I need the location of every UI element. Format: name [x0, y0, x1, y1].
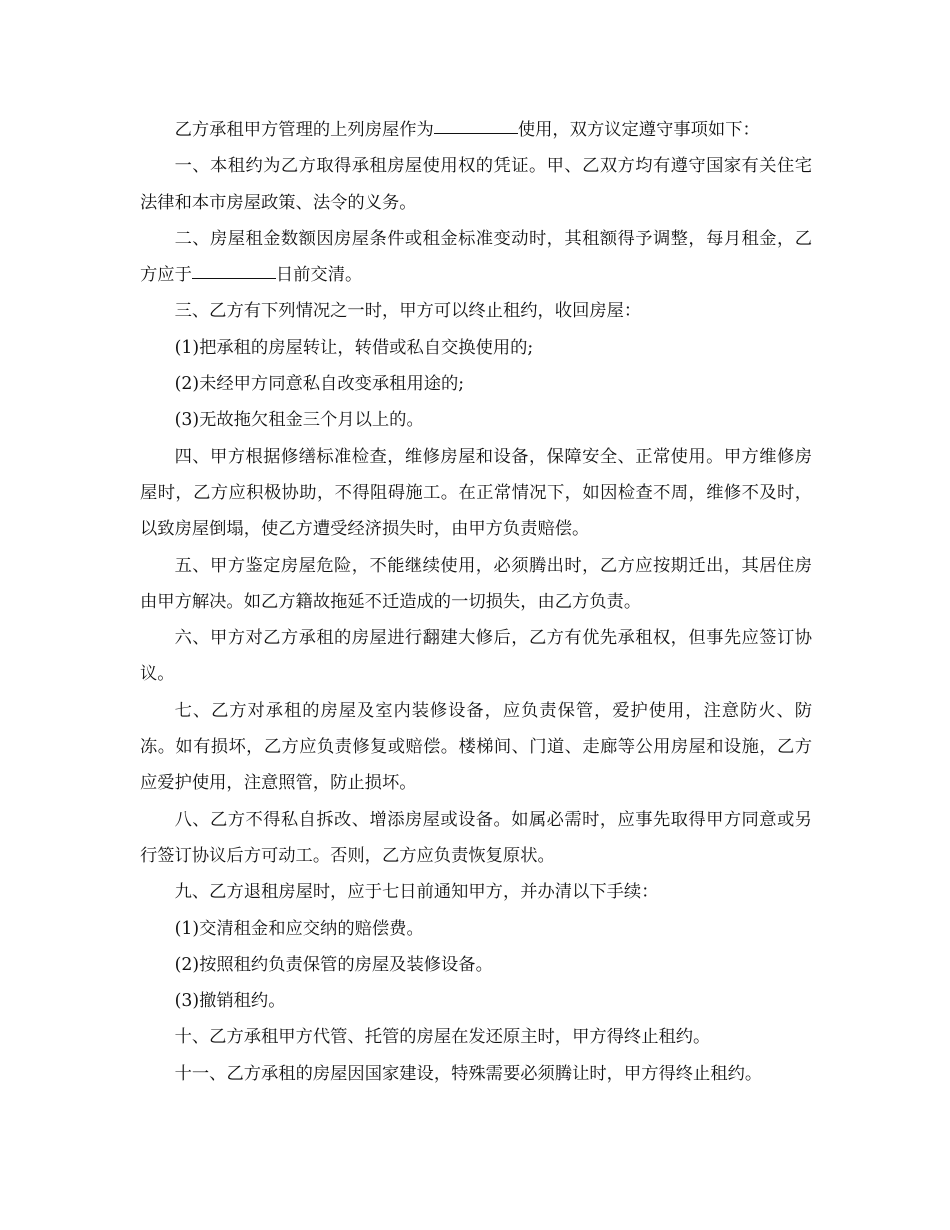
clause-1: 一、本租约为乙方取得承租房屋使用权的凭证。甲、乙双方均有遵守国家有关住宅法律和本市房屋政策、法令的义务。	[140, 156, 812, 213]
clause-3-item-1: (1)把承租的房屋转让，转借或私自交换使用的;	[174, 337, 534, 358]
clause-3-item-3: (3)无故拖欠租金三个月以上的。	[174, 410, 424, 431]
clause-9-item-3: (3)撤销租约。	[174, 991, 286, 1012]
intro-text-after: 使用，双方议定遵守事项如下：	[517, 120, 760, 140]
clause-2-text-before: 二、房屋租金数额因房屋条件或租金标准变动时，其租额得予调整，每月租金，乙方应于	[140, 228, 812, 286]
clause-3-item-2: (2)未经甲方同意私自改变承租用途的;	[174, 374, 465, 395]
document-body	[140, 112, 812, 1092]
clause-4: 四、甲方根据修缮标准检查，维修房屋和设备，保障安全、正常使用。甲方维修房屋时，乙方应积极协助，不得阻碍施工。在正常情况下，如因检查不周，维修不及时，以致房屋倒塌，使乙方遭受经济损失时，由甲方负责赔偿。	[140, 446, 812, 540]
clause-5: 五、甲方鉴定房屋危险，不能继续使用，必须腾出时，乙方应按期迁出，其居住房由甲方解决。如乙方籍故拖延不迁造成的一切损失，由乙方负责。	[140, 555, 812, 612]
clause-2	[140, 221, 812, 294]
clause-2-text-after: 日前交清。	[275, 265, 363, 286]
clause-9: 九、乙方退租房屋时，应于七日前通知甲方，并办清以下手续：	[174, 882, 659, 903]
clause-9-item-1: (1)交清租金和应交纳的赔偿费。	[174, 918, 424, 939]
clause-7: 七、乙方对承租的房屋及室内装修设备，应负责保管，爱护使用，注意防火、防冻。如有损坏，乙方应负责修复或赔偿。楼梯间、门道、走廊等公用房屋和设施，乙方应爱护使用，注意照管，防止损坏。	[140, 700, 812, 794]
payment-day-blank	[192, 260, 276, 279]
clause-6: 六、甲方对乙方承租的房屋进行翻建大修后，乙方有优先承租权，但事先应签订协议。	[140, 628, 812, 685]
usage-blank	[434, 115, 518, 134]
intro-text-before: 乙方承租甲方管理的上列房屋作为	[174, 120, 434, 140]
clause-9-item-2: (2)按照租约负责保管的房屋及装修设备。	[174, 954, 493, 975]
intro-paragraph	[140, 112, 812, 148]
clause-8: 八、乙方不得私自拆改、增添房屋或设备。如属必需时，应事先取得甲方同意或另行签订协议后方可动工。否则，乙方应负责恢复原状。	[140, 809, 812, 866]
clause-11: 十一、乙方承租的房屋因国家建设，特殊需要必须腾让时，甲方得终止租约。	[174, 1063, 763, 1084]
clause-3: 三、乙方有下列情况之一时，甲方可以终止租约，收回房屋：	[174, 301, 642, 322]
clause-10: 十、乙方承租甲方代管、托管的房屋在发还原主时，甲方得终止租约。	[174, 1027, 711, 1048]
